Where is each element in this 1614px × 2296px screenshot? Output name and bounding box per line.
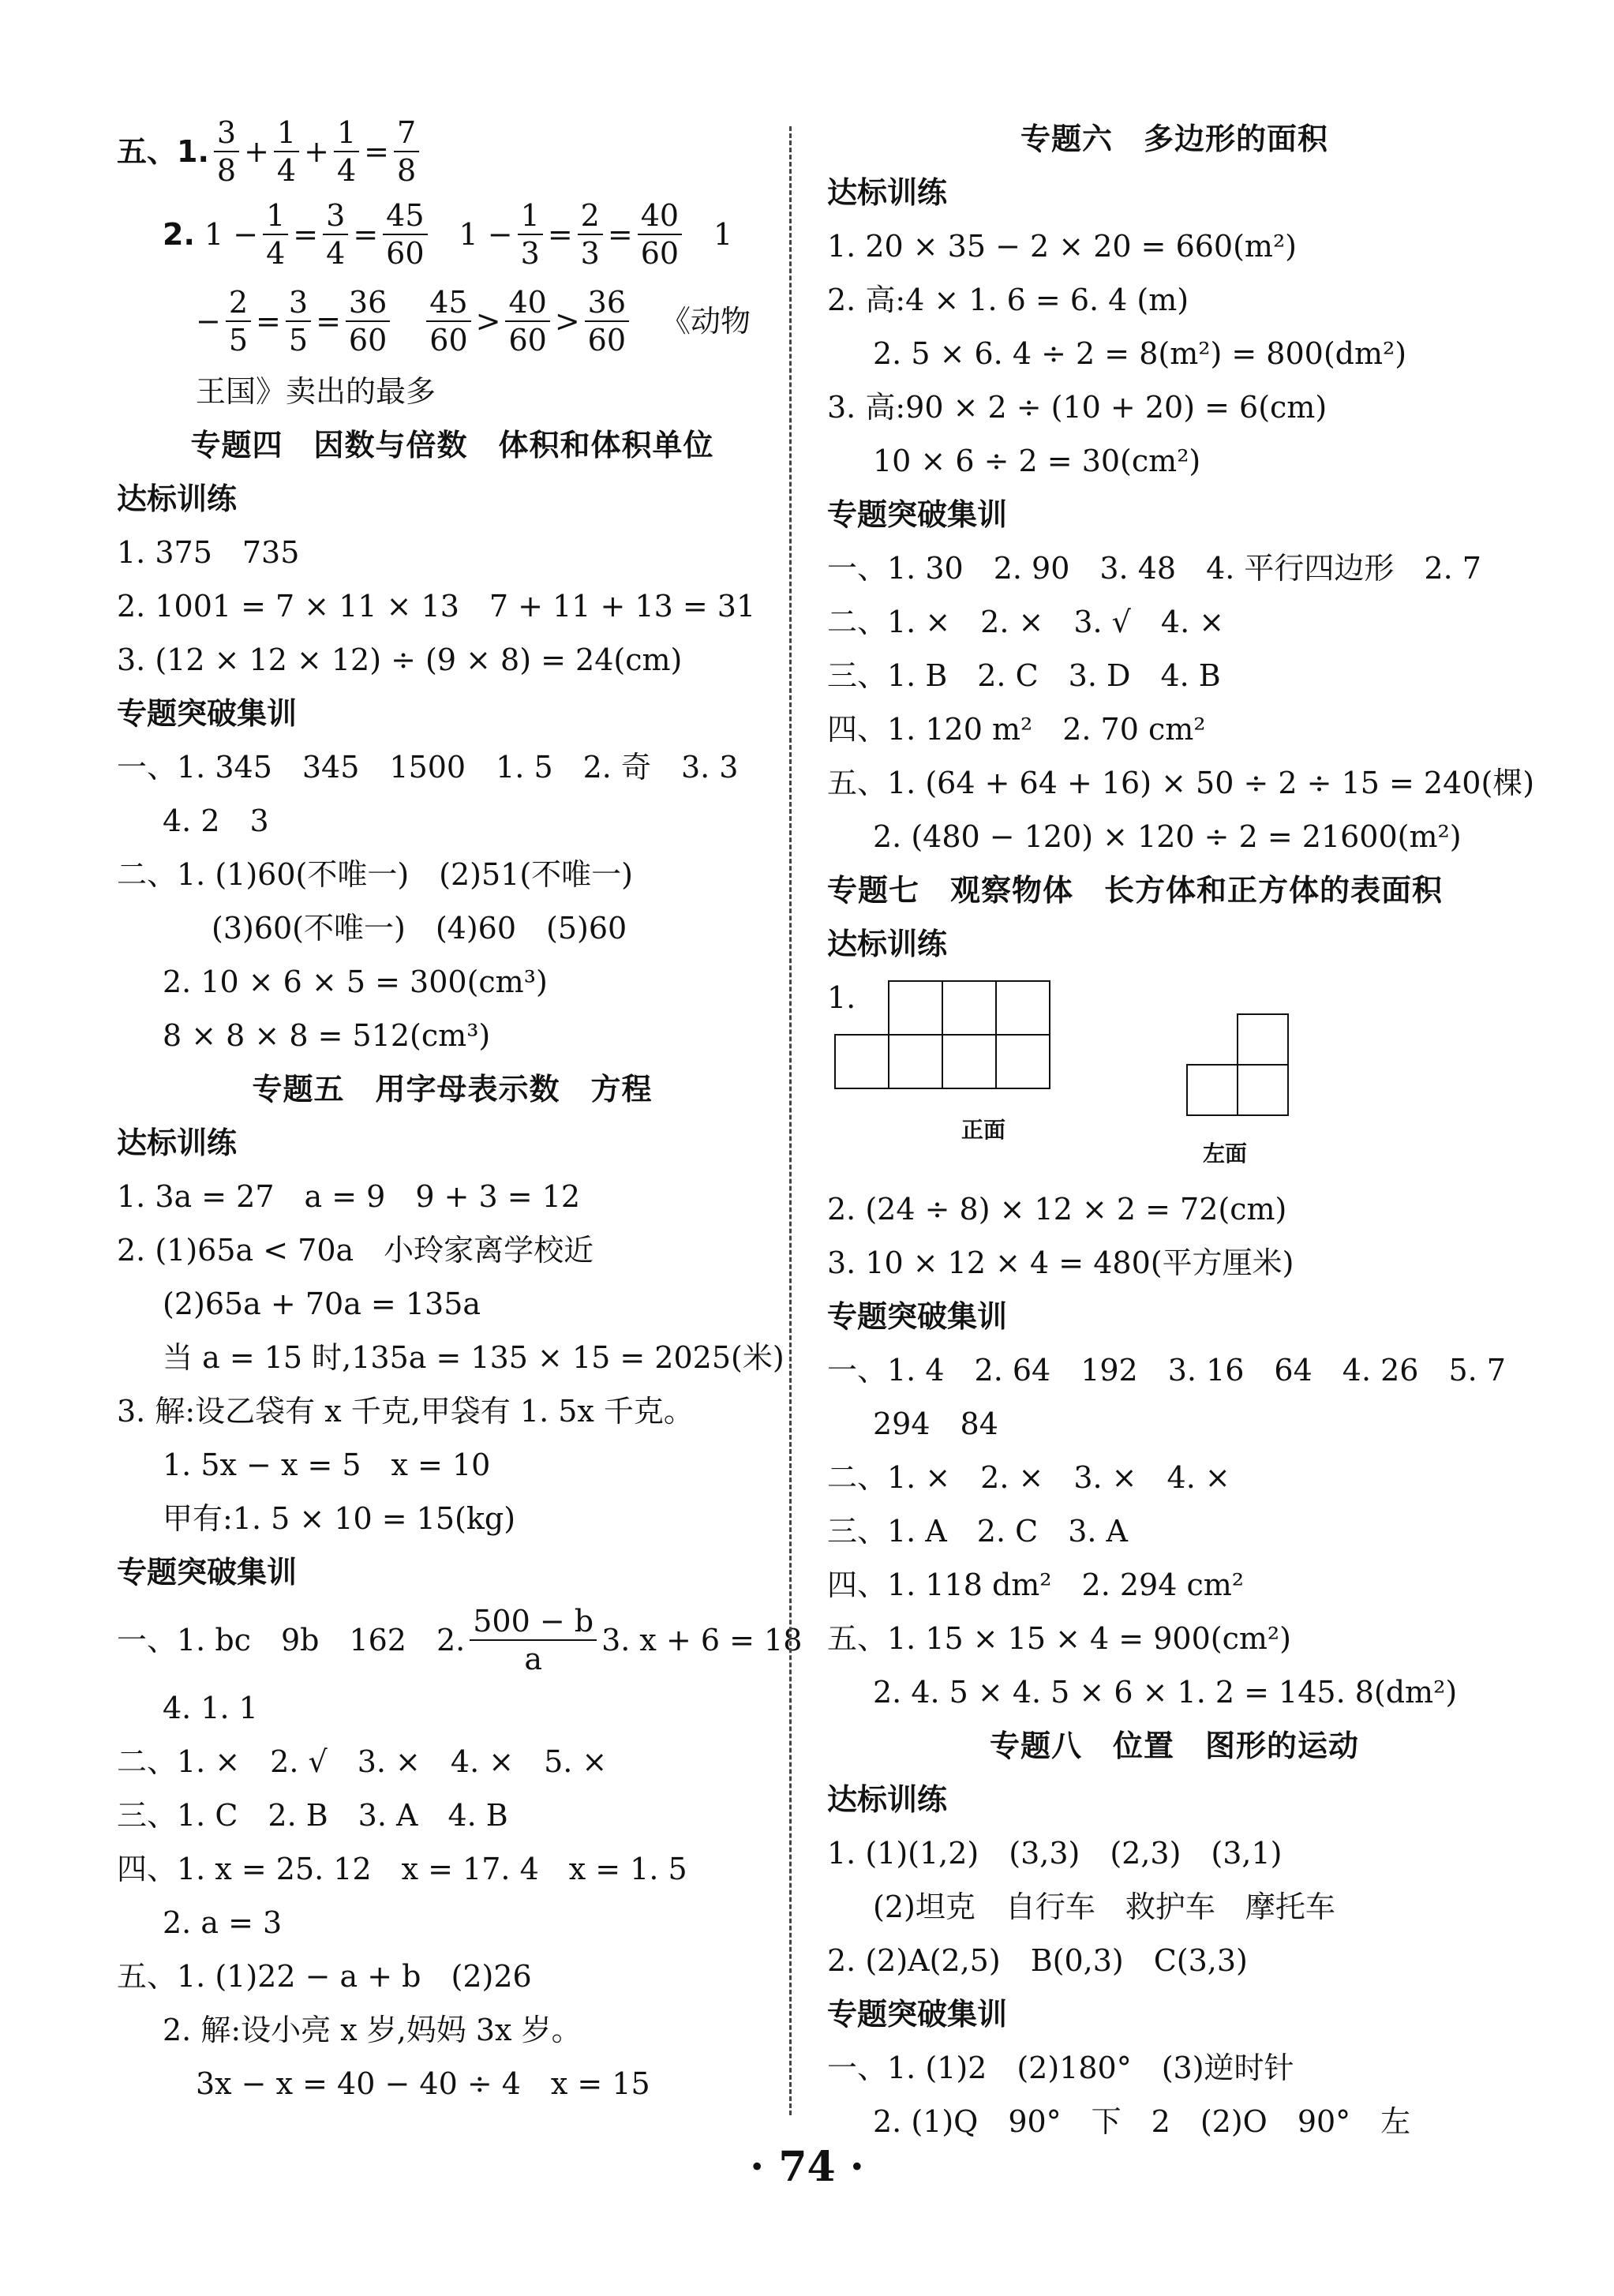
numerator: 500 − b	[470, 1603, 597, 1641]
section-heading: 专题突破集训	[117, 1555, 298, 1590]
answer-line: 四、1. 118 dm² 2. 294 cm²	[827, 1567, 1245, 1602]
answer-line: 2. (24 ÷ 8) × 12 × 2 = 72(cm)	[827, 1192, 1287, 1227]
answer-line: 三、1. A 2. C 3. A	[827, 1514, 1128, 1549]
answer-line-fraction	[117, 1599, 803, 1681]
fraction	[638, 197, 682, 272]
fraction	[505, 284, 549, 358]
left-view-cell	[1237, 1013, 1289, 1066]
fraction	[334, 114, 359, 189]
answer-line: 3x − x = 40 − 40 ÷ 4 x = 15	[196, 2066, 650, 2101]
answer-line: 3. 高:90 × 2 ÷ (10 + 20) = 6(cm)	[827, 390, 1328, 425]
front-view-cell	[995, 980, 1050, 1036]
answer-line: (2)坦克 自行车 救护车 摩托车	[873, 1890, 1335, 1924]
answer-line: 2. (1)65a < 70a 小玲家离学校近	[117, 1233, 594, 1268]
fraction	[578, 197, 603, 272]
denominator: 60	[429, 323, 468, 358]
answer-line: 二、1. × 2. × 3. √ 4. ×	[827, 605, 1225, 639]
front-view-cell	[942, 1034, 997, 1089]
fraction	[286, 284, 311, 358]
answer-line: 1. 20 × 35 − 2 × 20 = 660(m²)	[827, 229, 1298, 264]
answer-line: 2. 高:4 × 1. 6 = 6. 4 (m)	[827, 283, 1189, 317]
answer-line: (3)60(不唯一) (4)60 (5)60	[212, 911, 627, 946]
numerator: 1	[518, 197, 543, 235]
numerator: 45	[383, 197, 427, 235]
answer-line: 3. 解:设乙袋有 x 千克,甲袋有 1. 5x 千克。	[117, 1394, 694, 1429]
left-view-cell	[1186, 1064, 1238, 1116]
numerator: 3	[214, 114, 239, 152]
section-heading: 专题突破集训	[827, 1997, 1008, 2032]
section-heading: 专题突破集训	[827, 497, 1008, 532]
answer-line: 二、1. × 2. √ 3. × 4. × 5. ×	[117, 1744, 608, 1779]
operator: =	[353, 217, 379, 252]
front-view-cell	[942, 980, 997, 1036]
topic-5-title: 专题五 用字母表示数 方程	[252, 1072, 653, 1107]
operator: +	[304, 134, 329, 169]
operator: =	[256, 304, 281, 339]
answer-line: 2. a = 3	[163, 1905, 283, 1940]
front-view-cell	[888, 1034, 943, 1089]
answer-line: 2. 4. 5 × 4. 5 × 6 × 1. 2 = 145. 8(dm²)	[873, 1675, 1458, 1710]
front-view-cell	[834, 1034, 889, 1089]
numerator: 1	[334, 114, 359, 152]
operator: =	[293, 217, 319, 252]
view-drawings	[827, 1024, 1522, 1182]
answer-line: 三、1. C 2. B 3. A 4. B	[117, 1798, 508, 1833]
answer-line: 一、1. 4 2. 64 192 3. 16 64 4. 26 5. 7	[827, 1353, 1506, 1388]
answer-line: 一、1. (1)2 (2)180° (3)逆时针	[827, 2051, 1294, 2085]
answer-line: 3. 10 × 12 × 4 = 480(平方厘米)	[827, 1245, 1294, 1280]
answer-line: 甲有:1. 5 × 10 = 15(kg)	[163, 1501, 516, 1536]
numerator: 45	[426, 284, 470, 322]
topic-8-title: 专题八 位置 图形的运动	[989, 1729, 1359, 1763]
fraction	[346, 284, 390, 358]
numerator: 40	[638, 197, 682, 235]
answer-line: 五、1. (64 + 64 + 16) × 50 ÷ 2 ÷ 15 = 240(棵)	[827, 766, 1535, 800]
numerator: 3	[323, 197, 348, 235]
numerator: 36	[346, 284, 390, 322]
denominator: 60	[386, 236, 425, 271]
text: 3. x + 6 = 18	[601, 1623, 803, 1657]
operator: >	[554, 304, 580, 339]
right-column	[827, 112, 1535, 2148]
text: 一、1. bc 9b 162 2.	[117, 1623, 466, 1657]
text: 1 −	[204, 217, 259, 252]
section-heading: 达标训练	[827, 1782, 948, 1817]
item-label: 2.	[163, 217, 195, 252]
section-heading: 达标训练	[117, 1126, 238, 1160]
topic-4-title: 专题四 因数与倍数 体积和体积单位	[190, 428, 714, 463]
operator: >	[475, 304, 501, 339]
fraction	[214, 114, 239, 189]
answer-line: 1. 375 735	[117, 535, 300, 570]
answer-line: 1.	[827, 980, 856, 1015]
denominator: 3	[520, 236, 540, 271]
numerator: 3	[286, 284, 311, 322]
wu-2-conclusion: 王国》卖出的最多	[196, 374, 436, 409]
answer-line: 四、1. 120 m² 2. 70 cm²	[827, 712, 1206, 747]
answer-line: 2. (1)Q 90° 下 2 (2)O 90° 左	[873, 2104, 1411, 2139]
answer-line: 2. 5 × 6. 4 ÷ 2 = 8(m²) = 800(dm²)	[873, 336, 1407, 371]
wu-label: 五、1.	[117, 134, 209, 169]
fraction	[394, 114, 419, 189]
text: 1	[713, 217, 733, 252]
left-view-label: 左面	[1202, 1141, 1248, 1167]
numerator: 2	[578, 197, 603, 235]
section-heading: 专题突破集训	[117, 696, 298, 731]
denominator: 60	[587, 323, 627, 358]
section-heading: 专题突破集训	[827, 1299, 1008, 1334]
wu-2b	[117, 278, 788, 365]
topic-7-title: 专题七 观察物体 长方体和正方体的表面积	[827, 873, 1444, 908]
answer-line: 1. 5x − x = 5 x = 10	[163, 1448, 491, 1482]
fraction	[226, 284, 251, 358]
denominator: 4	[336, 153, 357, 188]
topic-6-title: 专题六 多边形的面积	[1020, 122, 1328, 156]
numerator: 1	[274, 114, 299, 152]
fraction	[518, 197, 543, 272]
denominator: 8	[216, 153, 237, 188]
page-number: · 74 ·	[750, 2143, 864, 2191]
answer-line: 2. (2)A(2,5) B(0,3) C(3,3)	[827, 1943, 1248, 1978]
answer-line: 五、1. 15 × 15 × 4 = 900(cm²)	[827, 1621, 1291, 1656]
fraction	[585, 284, 629, 358]
answer-line: 4. 1. 1	[163, 1691, 258, 1725]
front-view-label: 正面	[961, 1117, 1006, 1143]
fraction	[383, 197, 427, 272]
numerator: 7	[394, 114, 419, 152]
answer-line: 四、1. x = 25. 12 x = 17. 4 x = 1. 5	[117, 1852, 687, 1886]
answer-line: 当 a = 15 时,135a = 135 × 15 = 2025(米)	[163, 1340, 785, 1375]
answer-line: 2. 10 × 6 × 5 = 300(cm³)	[163, 964, 548, 999]
answer-line: 三、1. B 2. C 3. D 4. B	[827, 658, 1221, 693]
numerator: 36	[585, 284, 629, 322]
text: 《动物	[661, 304, 751, 339]
denominator: 5	[288, 323, 309, 358]
fraction	[470, 1603, 597, 1677]
denominator: 4	[266, 236, 286, 271]
operator: =	[607, 217, 633, 252]
section-heading: 达标训练	[117, 481, 238, 516]
fraction	[263, 197, 288, 272]
denominator: 60	[640, 236, 680, 271]
answer-line: 2. 解:设小亮 x 岁,妈妈 3x 岁。	[163, 2013, 582, 2047]
front-view-cell	[995, 1034, 1050, 1089]
operator: =	[316, 304, 341, 339]
left-column	[117, 112, 803, 2111]
answer-line: 2. 1001 = 7 × 11 × 13 7 + 11 + 13 = 31	[117, 589, 756, 624]
denominator: a	[524, 1642, 542, 1676]
answer-line: 294 84	[873, 1406, 998, 1441]
answer-line: 二、1. × 2. × 3. × 4. ×	[827, 1460, 1230, 1495]
answer-line: 五、1. (1)22 − a + b (2)26	[117, 1959, 532, 1994]
operator: +	[244, 134, 269, 169]
fraction	[274, 114, 299, 189]
denominator: 3	[580, 236, 600, 271]
section-heading: 达标训练	[827, 175, 948, 210]
denominator: 4	[326, 236, 346, 271]
numerator: 2	[226, 284, 251, 322]
fraction	[323, 197, 348, 272]
section-heading: 达标训练	[827, 927, 948, 961]
answer-line: 一、1. 30 2. 90 3. 48 4. 平行四边形 2. 7	[827, 551, 1481, 586]
text: 1 −	[459, 217, 513, 252]
wu-1	[117, 112, 788, 191]
answer-line: 3. (12 × 12 × 12) ÷ (9 × 8) = 24(cm)	[117, 642, 683, 677]
fraction	[426, 284, 470, 358]
column-divider	[789, 126, 792, 2115]
answer-line: 8 × 8 × 8 = 512(cm³)	[163, 1018, 491, 1053]
answer-line: 二、1. (1)60(不唯一) (2)51(不唯一)	[117, 857, 633, 892]
answer-line: 1. 3a = 27 a = 9 9 + 3 = 12	[117, 1179, 581, 1214]
operator: =	[547, 217, 573, 252]
denominator: 5	[228, 323, 249, 358]
numerator: 40	[505, 284, 549, 322]
denominator: 60	[508, 323, 547, 358]
operator: =	[364, 134, 389, 169]
denominator: 4	[276, 153, 297, 188]
answer-line: 4. 2 3	[163, 803, 269, 838]
answer-line: 1. (1)(1,2) (3,3) (2,3) (3,1)	[827, 1836, 1283, 1871]
answer-line: 10 × 6 ÷ 2 = 30(cm²)	[873, 444, 1201, 478]
wu-2a	[117, 191, 788, 278]
denominator: 8	[396, 153, 417, 188]
answer-line: 一、1. 345 345 1500 1. 5 2. 奇 3. 3	[117, 750, 739, 785]
front-view-cell	[888, 980, 943, 1036]
numerator: 1	[263, 197, 288, 235]
answer-line: (2)65a + 70a = 135a	[163, 1287, 481, 1321]
left-view-cell	[1237, 1064, 1289, 1116]
answer-line: 2. (480 − 120) × 120 ÷ 2 = 21600(m²)	[873, 819, 1462, 854]
text: −	[196, 304, 221, 339]
denominator: 60	[348, 323, 388, 358]
